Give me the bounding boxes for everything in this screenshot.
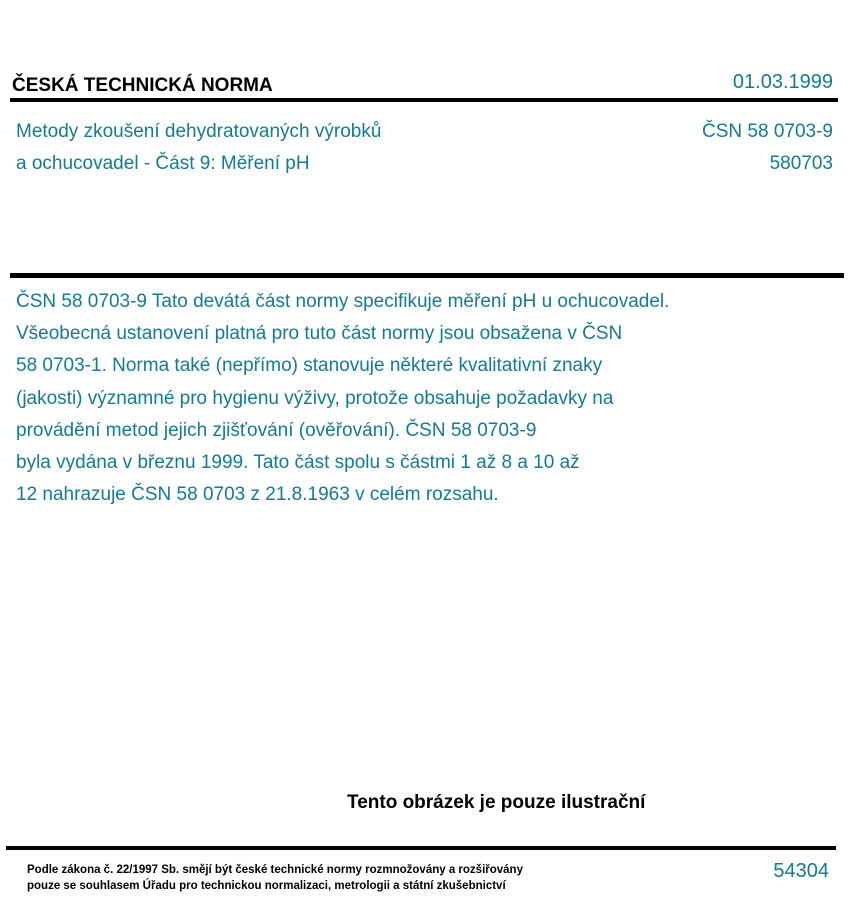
issue-date: 01.03.1999	[732, 71, 833, 93]
abstract-line: ČSN 58 0703-9 Tato devátá část normy specifikuje měření pH u ochucovadel.	[16, 291, 670, 312]
abstract-line: 58 0703-1. Norma také (nepřímo) stanovuje některé kvalitativní znaky	[16, 355, 603, 377]
legal-line: pouze se souhlasem Úřadu pro technickou normalizaci, metrologii a státní zkušebnictví	[27, 880, 506, 892]
abstract-line: byla vydána v březnu 1999. Tato část spolu s částmi 1 až 8 a 10 až	[16, 452, 580, 474]
section-divider	[10, 273, 844, 278]
standard-identifiers	[702, 116, 833, 180]
document-number: 54304	[773, 860, 829, 882]
footer-divider	[6, 846, 836, 850]
document-type-title: ČESKÁ TECHNICKÁ NORMA	[12, 75, 273, 96]
standard-code: ČSN 58 0703-9	[702, 121, 833, 142]
abstract-line: Všeobecná ustanovení platná pro tuto část normy jsou obsažena v ČSN	[16, 323, 623, 345]
abstract	[16, 286, 776, 511]
standard-title	[16, 116, 576, 180]
standard-title-line: Metody zkoušení dehydratovaných výrobků	[16, 121, 382, 142]
illustration-note: Tento obrázek je pouze ilustrační	[347, 792, 646, 813]
standard-title-line: a ochucovadel - Část 9: Měření pH	[16, 153, 310, 174]
abstract-line: 12 nahrazuje ČSN 58 0703 z 21.8.1963 v celém rozsahu.	[16, 484, 499, 506]
legal-line: Podle zákona č. 22/1997 Sb. smějí být české technické normy rozmnožovány a rozšiřovány	[27, 864, 523, 876]
header-divider	[10, 98, 838, 102]
abstract-line: (jakosti) významné pro hygienu výživy, protože obsahuje požadavky na	[16, 387, 614, 409]
standard-class-number: 580703	[769, 153, 833, 174]
abstract-line: provádění metod jejich zjišťování (ověřování). ČSN 58 0703-9	[16, 419, 537, 441]
legal-notice	[27, 862, 523, 894]
